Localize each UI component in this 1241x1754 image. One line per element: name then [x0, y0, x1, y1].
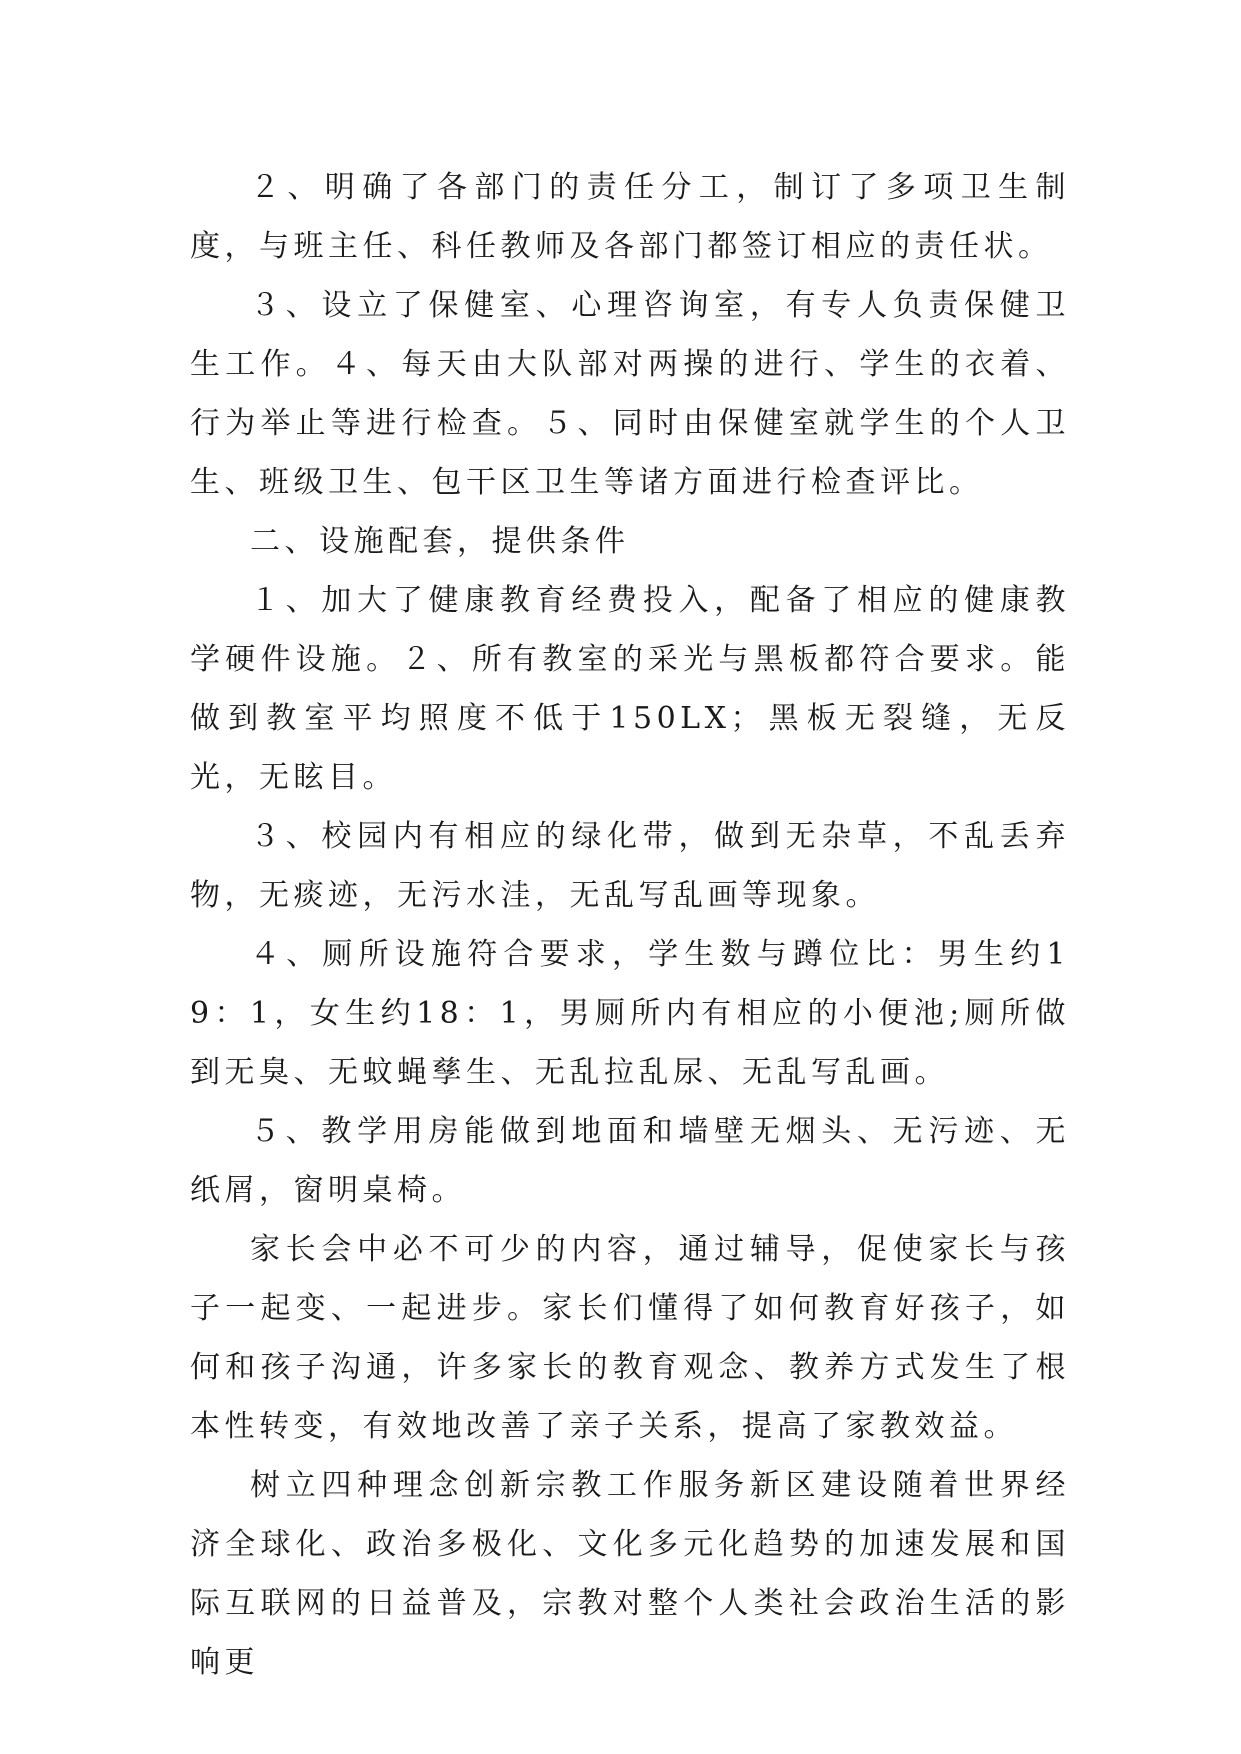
paragraph-campus-greening: ３、校园内有相应的绿化带，做到无杂草，不乱丢弃物，无痰迹，无污水洼，无乱写乱画等现象。 [190, 819, 1070, 913]
document-body [190, 158, 1070, 1692]
paragraph-religious-work: 树立四种理念创新宗教工作服务新区建设随着世界经济全球化、政治多极化、文化多元化趋势的加速发展和国际互联网的日益普及，宗教对整个人类社会政治生活的影响更 [190, 1468, 1070, 1680]
paragraph-funding: １、加大了健康教育经费投入，配备了相应的健康教学硬件设施。２、所有教室的采光与黑板都符合要求。能做到教室平均照度不低于150LX；黑板无裂缝，无反光，无眩目。 [190, 583, 1070, 795]
paragraph-responsibility: ２、明确了各部门的责任分工，制订了多项卫生制度，与班主任、科任教师及各部门都签订相应的责任状。 [190, 170, 1070, 264]
paragraph-parent-meeting: 家长会中必不可少的内容，通过辅导，促使家长与孩子一起变、一起进步。家长们懂得了如何教育好孩子，如何和孩子沟通，许多家长的教育观念、教养方式发生了根本性转变，有效地改善了亲子关系，提高了家教效益。 [190, 1232, 1070, 1444]
paragraph-classrooms: ５、教学用房能做到地面和墙壁无烟头、无污迹、无纸屑，窗明桌椅。 [190, 1114, 1070, 1208]
paragraph-toilet-facilities: ４、厕所设施符合要求，学生数与蹲位比：男生约19：1，女生约18：1，男厕所内有相应的小便池;厕所做到无臭、无蚊蝇孳生、无乱拉乱尿、无乱写乱画。 [190, 937, 1070, 1090]
section-heading-facilities: 二、设施配套，提供条件 [250, 524, 630, 559]
paragraph-health-room: ３、设立了保健室、心理咨询室，有专人负责保健卫生工作。４、每天由大队部对两操的进行、学生的衣着、行为举止等进行检查。５、同时由保健室就学生的个人卫生、班级卫生、包干区卫生等诸方面进行检查评比。 [190, 288, 1070, 500]
